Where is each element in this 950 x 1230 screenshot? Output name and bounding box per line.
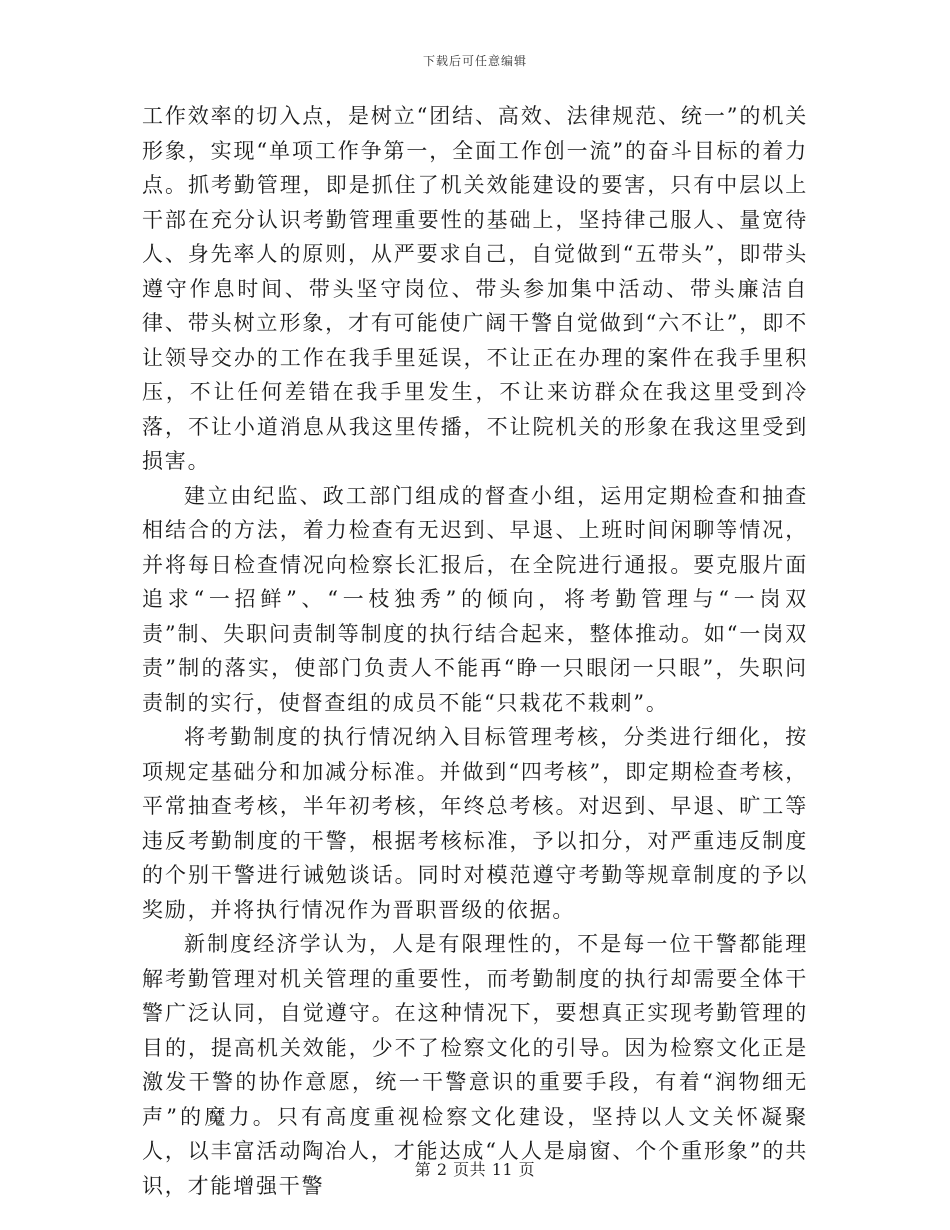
page-number: 第 2 页共 11 页 bbox=[414, 1160, 536, 1179]
page-header: 下载后可任意编辑 bbox=[422, 54, 527, 68]
paragraph-procuratorial-culture: 新制度经济学认为，人是有限理性的，不是每一位干警都能理解考勤管理对机关管理的重要性，而考勤制度的执行却需要全体干警广泛认同，自觉遵守。在这种情况下，要想真正实现考勤管理的目的，提高机关效能，少不了检察文化的引导。因为检察文化正是激发干警的协作意愿，统一干警意识的重要手段，有着“润物细无声”的魔力。只有高度重视检察文化建设，坚持以人文关怀凝聚人，以丰富活动陶冶人，才能达成“人人是扇窗、个个重形象”的共识，才能增强干警 bbox=[142, 932, 808, 1198]
paragraph-continued: 工作效率的切入点，是树立“团结、高效、法律规范、统一”的机关形象，实现“单项工作争第一，全面工作创一流”的奋斗目标的着力点。抓考勤管理，即是抓住了机关效能建设的要害，只有中层以上干部在充分认识考勤管理重要性的基础上，坚持律己服人、量宽待人、身先率人的原则，从严要求自己，自觉做到“五带头”，即带头遵守作息时间、带头坚守岗位、带头参加集中活动、带头廉洁自律、带头树立形象，才有可能使广阔干警自觉做到“六不让”，即不让领导交办的工作在我手里延误，不让正在办理的案件在我手里积压，不让任何差错在我手里发生，不让来访群众在我这里受到冷落，不让小道消息从我这里传播，不让院机关的形象在我这里受到损害。 bbox=[142, 104, 808, 473]
paragraph-assessment: 将考勤制度的执行情况纳入目标管理考核，分类进行细化，按项规定基础分和加减分标准。并做到“四考核”，即定期检查考核，平常抽查考核，半年初考核，年终总考核。对迟到、早退、旷工等违反考勤制度的干警，根据考核标准，予以扣分，对严重违反制度的个别干警进行诫勉谈话。同时对模范遵守考勤等规章制度的予以奖励，并将执行情况作为晋职晋级的依据。 bbox=[142, 725, 808, 922]
document-body bbox=[142, 99, 808, 1203]
paragraph-supervision-group: 建立由纪监、政工部门组成的督查小组，运用定期检查和抽查相结合的方法，着力检查有无迟到、早退、上班时间闲聊等情况，并将每日检查情况向检察长汇报后，在全院进行通报。要克服片面追求“一招鲜”、“一枝独秀”的倾向，将考勤管理与“一岗双责”制、失职问责制等制度的执行结合起来，整体推动。如“一岗双责”制的落实，使部门负责人不能再“睁一只眼闭一只眼”，失职问责制的实行，使督查组的成员不能“只栽花不栽刺”。 bbox=[142, 483, 808, 715]
